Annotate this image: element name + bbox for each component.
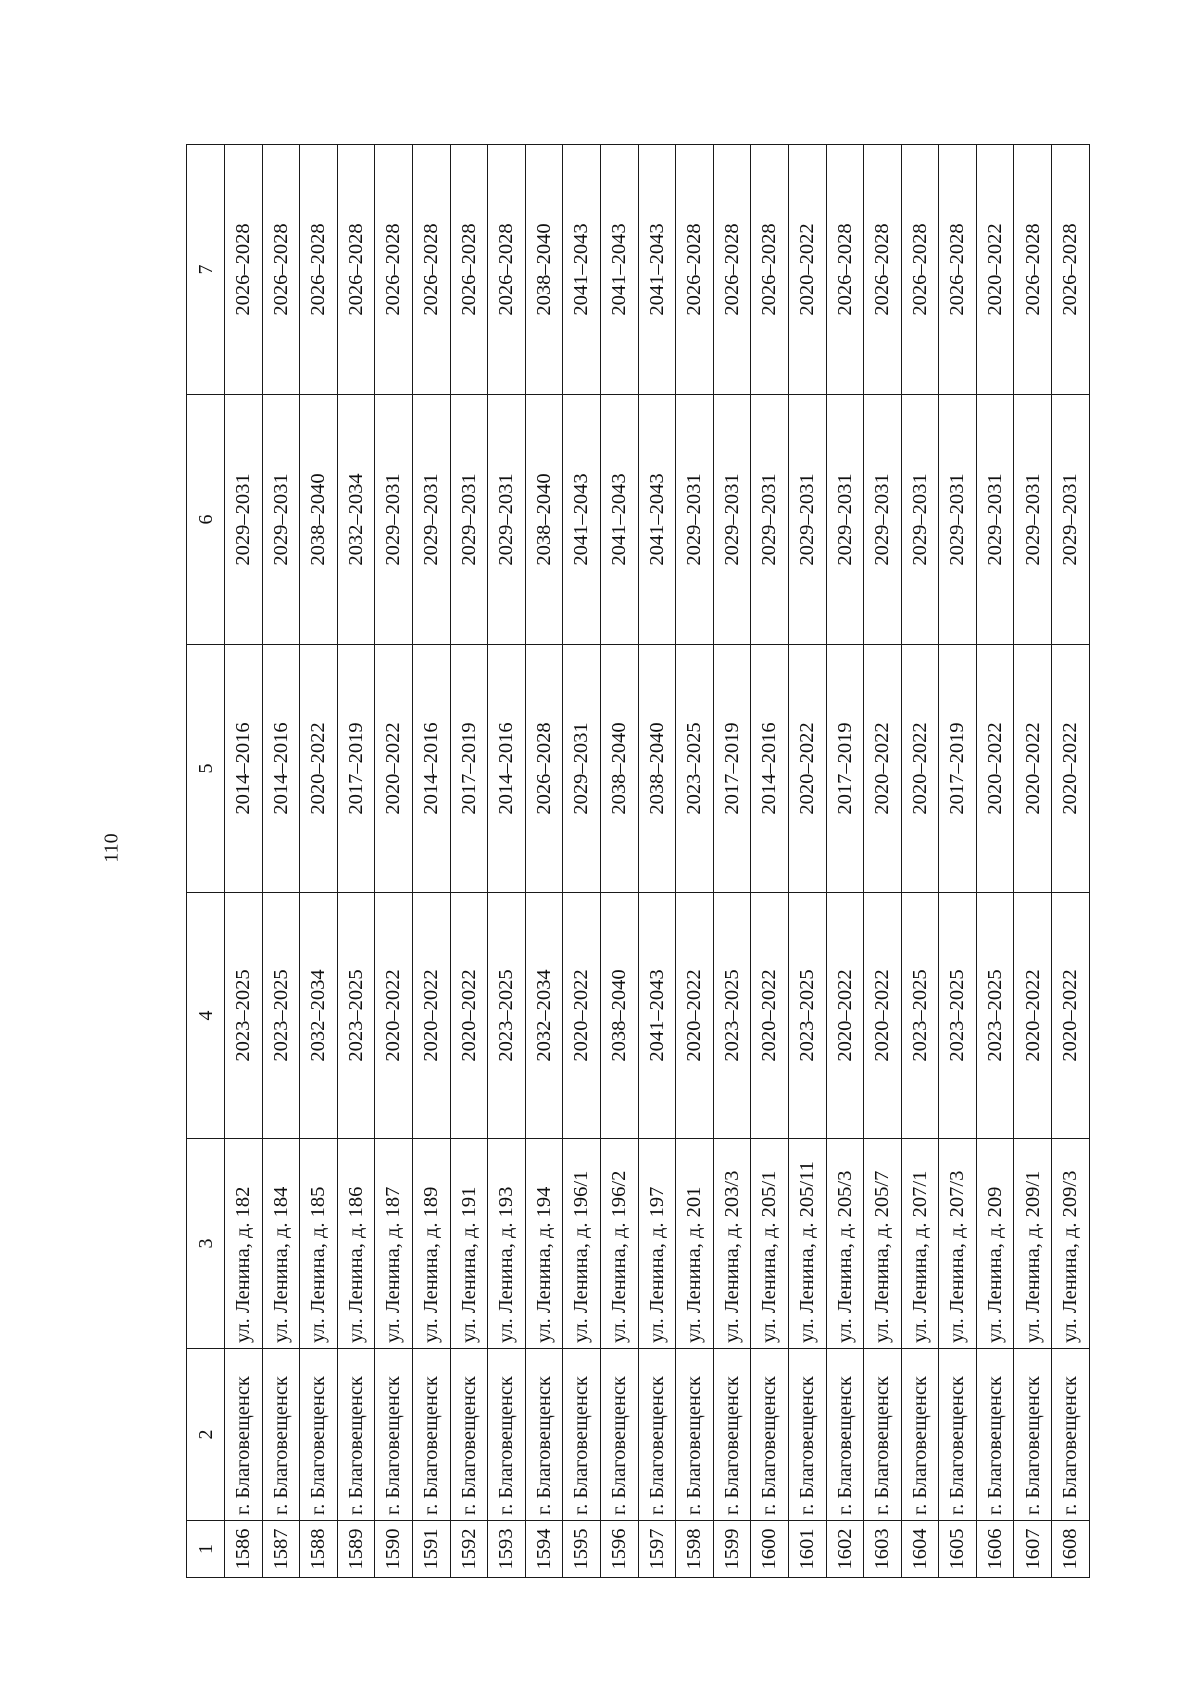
table-row (826, 145, 864, 1578)
period-col-6-cell: 2029–2031 (751, 395, 789, 645)
period-col-5-cell: 2017–2019 (939, 645, 977, 893)
period-col-5-cell: 2020–2022 (300, 645, 338, 893)
city-cell: г. Благовещенск (901, 1349, 939, 1521)
address-cell: ул. Ленина, д. 205/1 (751, 1139, 789, 1349)
period-col-4-cell: 2020–2022 (375, 893, 413, 1139)
period-col-4-cell: 2023–2025 (976, 893, 1014, 1139)
page-number: 110 (100, 833, 123, 863)
address-cell: ул. Ленина, д. 205/7 (864, 1139, 902, 1349)
table-row (300, 145, 338, 1578)
period-col-5-cell: 2020–2022 (1052, 645, 1090, 893)
schedule-table (186, 144, 1090, 1578)
address-cell: ул. Ленина, д. 209 (976, 1139, 1014, 1349)
city-cell: г. Благовещенск (826, 1349, 864, 1521)
city-cell: г. Благовещенск (864, 1349, 902, 1521)
period-col-6-cell: 2029–2031 (939, 395, 977, 645)
period-col-7-cell: 2026–2028 (488, 145, 526, 395)
period-col-5-cell: 2017–2019 (337, 645, 375, 893)
row-number-cell: 1590 (375, 1521, 413, 1578)
period-col-5-cell: 2014–2016 (262, 645, 300, 893)
period-col-7-cell: 2026–2028 (300, 145, 338, 395)
city-cell: г. Благовещенск (262, 1349, 300, 1521)
period-col-6-cell: 2029–2031 (412, 395, 450, 645)
address-cell: ул. Ленина, д. 209/3 (1052, 1139, 1090, 1349)
period-col-7-cell: 2026–2028 (713, 145, 751, 395)
period-col-7-cell: 2020–2022 (788, 145, 826, 395)
period-col-7-cell: 2026–2028 (262, 145, 300, 395)
header-col-6: 6 (187, 395, 225, 645)
row-number-cell: 1603 (864, 1521, 902, 1578)
city-cell: г. Благовещенск (412, 1349, 450, 1521)
table-row (375, 145, 413, 1578)
period-col-5-cell: 2020–2022 (901, 645, 939, 893)
table-row (488, 145, 526, 1578)
table-row (864, 145, 902, 1578)
row-number-cell: 1593 (488, 1521, 526, 1578)
address-cell: ул. Ленина, д. 197 (638, 1139, 676, 1349)
table-row (412, 145, 450, 1578)
period-col-5-cell: 2014–2016 (225, 645, 263, 893)
table-row (676, 145, 714, 1578)
period-col-5-cell: 2020–2022 (375, 645, 413, 893)
period-col-4-cell: 2023–2025 (337, 893, 375, 1139)
period-col-5-cell: 2017–2019 (450, 645, 488, 893)
period-col-5-cell: 2014–2016 (488, 645, 526, 893)
city-cell: г. Благовещенск (563, 1349, 601, 1521)
period-col-4-cell: 2020–2022 (864, 893, 902, 1139)
period-col-6-cell: 2029–2031 (676, 395, 714, 645)
period-col-7-cell: 2038–2040 (525, 145, 563, 395)
address-cell: ул. Ленина, д. 207/3 (939, 1139, 977, 1349)
city-cell: г. Благовещенск (225, 1349, 263, 1521)
period-col-5-cell: 2020–2022 (788, 645, 826, 893)
period-col-6-cell: 2029–2031 (788, 395, 826, 645)
period-col-5-cell: 2014–2016 (412, 645, 450, 893)
period-col-7-cell: 2026–2028 (826, 145, 864, 395)
period-col-7-cell: 2026–2028 (751, 145, 789, 395)
row-number-cell: 1592 (450, 1521, 488, 1578)
period-col-6-cell: 2041–2043 (563, 395, 601, 645)
city-cell: г. Благовещенск (676, 1349, 714, 1521)
period-col-4-cell: 2023–2025 (488, 893, 526, 1139)
period-col-5-cell: 2017–2019 (826, 645, 864, 893)
period-col-6-cell: 2029–2031 (1052, 395, 1090, 645)
table-row (1052, 145, 1090, 1578)
row-number-cell: 1607 (1014, 1521, 1052, 1578)
city-cell: г. Благовещенск (300, 1349, 338, 1521)
city-cell: г. Благовещенск (488, 1349, 526, 1521)
address-cell: ул. Ленина, д. 205/11 (788, 1139, 826, 1349)
address-cell: ул. Ленина, д. 184 (262, 1139, 300, 1349)
period-col-5-cell: 2038–2040 (600, 645, 638, 893)
period-col-6-cell: 2029–2031 (450, 395, 488, 645)
address-cell: ул. Ленина, д. 193 (488, 1139, 526, 1349)
city-cell: г. Благовещенск (1052, 1349, 1090, 1521)
row-number-cell: 1604 (901, 1521, 939, 1578)
row-number-cell: 1595 (563, 1521, 601, 1578)
row-number-cell: 1605 (939, 1521, 977, 1578)
address-cell: ул. Ленина, д. 187 (375, 1139, 413, 1349)
period-col-6-cell: 2029–2031 (901, 395, 939, 645)
city-cell: г. Благовещенск (939, 1349, 977, 1521)
table-body (225, 145, 1090, 1578)
period-col-7-cell: 2020–2022 (976, 145, 1014, 395)
header-col-5: 5 (187, 645, 225, 893)
city-cell: г. Благовещенск (450, 1349, 488, 1521)
period-col-4-cell: 2020–2022 (826, 893, 864, 1139)
period-col-6-cell: 2038–2040 (300, 395, 338, 645)
table-row (788, 145, 826, 1578)
period-col-7-cell: 2026–2028 (412, 145, 450, 395)
city-cell: г. Благовещенск (375, 1349, 413, 1521)
period-col-5-cell: 2017–2019 (713, 645, 751, 893)
table-row (713, 145, 751, 1578)
table-row (939, 145, 977, 1578)
address-cell: ул. Ленина, д. 194 (525, 1139, 563, 1349)
city-cell: г. Благовещенск (638, 1349, 676, 1521)
city-cell: г. Благовещенск (751, 1349, 789, 1521)
address-cell: ул. Ленина, д. 201 (676, 1139, 714, 1349)
period-col-4-cell: 2020–2022 (412, 893, 450, 1139)
row-number-cell: 1608 (1052, 1521, 1090, 1578)
period-col-7-cell: 2041–2043 (600, 145, 638, 395)
period-col-4-cell: 2023–2025 (713, 893, 751, 1139)
header-col-2: 2 (187, 1349, 225, 1521)
table-row (225, 145, 263, 1578)
period-col-4-cell: 2041–2043 (638, 893, 676, 1139)
period-col-7-cell: 2041–2043 (563, 145, 601, 395)
rotated-table-frame (186, 145, 1090, 1578)
period-col-5-cell: 2026–2028 (525, 645, 563, 893)
row-number-cell: 1594 (525, 1521, 563, 1578)
table-row (751, 145, 789, 1578)
period-col-4-cell: 2020–2022 (450, 893, 488, 1139)
city-cell: г. Благовещенск (976, 1349, 1014, 1521)
period-col-4-cell: 2020–2022 (1014, 893, 1052, 1139)
city-cell: г. Благовещенск (788, 1349, 826, 1521)
period-col-6-cell: 2029–2031 (713, 395, 751, 645)
period-col-7-cell: 2041–2043 (638, 145, 676, 395)
period-col-4-cell: 2032–2034 (525, 893, 563, 1139)
address-cell: ул. Ленина, д. 203/3 (713, 1139, 751, 1349)
row-number-cell: 1598 (676, 1521, 714, 1578)
period-col-5-cell: 2038–2040 (638, 645, 676, 893)
period-col-7-cell: 2026–2028 (1014, 145, 1052, 395)
period-col-6-cell: 2041–2043 (638, 395, 676, 645)
period-col-7-cell: 2026–2028 (1052, 145, 1090, 395)
table-row (638, 145, 676, 1578)
period-col-5-cell: 2020–2022 (1014, 645, 1052, 893)
city-cell: г. Благовещенск (600, 1349, 638, 1521)
period-col-6-cell: 2038–2040 (525, 395, 563, 645)
table-row (901, 145, 939, 1578)
address-cell: ул. Ленина, д. 196/1 (563, 1139, 601, 1349)
table-container (186, 145, 1090, 1578)
table-row (337, 145, 375, 1578)
period-col-5-cell: 2023–2025 (676, 645, 714, 893)
period-col-4-cell: 2020–2022 (751, 893, 789, 1139)
period-col-5-cell: 2020–2022 (976, 645, 1014, 893)
row-number-cell: 1606 (976, 1521, 1014, 1578)
period-col-6-cell: 2029–2031 (262, 395, 300, 645)
period-col-4-cell: 2020–2022 (563, 893, 601, 1139)
period-col-6-cell: 2029–2031 (488, 395, 526, 645)
period-col-6-cell: 2029–2031 (826, 395, 864, 645)
row-number-cell: 1586 (225, 1521, 263, 1578)
header-col-1: 1 (187, 1521, 225, 1578)
period-col-5-cell: 2014–2016 (751, 645, 789, 893)
table-row (262, 145, 300, 1578)
row-number-cell: 1588 (300, 1521, 338, 1578)
period-col-4-cell: 2038–2040 (600, 893, 638, 1139)
city-cell: г. Благовещенск (713, 1349, 751, 1521)
period-col-4-cell: 2020–2022 (676, 893, 714, 1139)
period-col-7-cell: 2026–2028 (939, 145, 977, 395)
period-col-5-cell: 2020–2022 (864, 645, 902, 893)
row-number-cell: 1587 (262, 1521, 300, 1578)
period-col-7-cell: 2026–2028 (337, 145, 375, 395)
period-col-4-cell: 2023–2025 (262, 893, 300, 1139)
period-col-4-cell: 2023–2025 (939, 893, 977, 1139)
table-row (450, 145, 488, 1578)
address-cell: ул. Ленина, д. 196/2 (600, 1139, 638, 1349)
period-col-4-cell: 2023–2025 (225, 893, 263, 1139)
address-cell: ул. Ленина, д. 189 (412, 1139, 450, 1349)
table-row (976, 145, 1014, 1578)
period-col-6-cell: 2029–2031 (864, 395, 902, 645)
header-col-7: 7 (187, 145, 225, 395)
address-cell: ул. Ленина, д. 209/1 (1014, 1139, 1052, 1349)
period-col-6-cell: 2041–2043 (600, 395, 638, 645)
row-number-cell: 1601 (788, 1521, 826, 1578)
row-number-cell: 1602 (826, 1521, 864, 1578)
address-cell: ул. Ленина, д. 205/3 (826, 1139, 864, 1349)
period-col-7-cell: 2026–2028 (901, 145, 939, 395)
period-col-6-cell: 2029–2031 (1014, 395, 1052, 645)
period-col-4-cell: 2032–2034 (300, 893, 338, 1139)
row-number-cell: 1591 (412, 1521, 450, 1578)
address-cell: ул. Ленина, д. 186 (337, 1139, 375, 1349)
table-row (525, 145, 563, 1578)
period-col-7-cell: 2026–2028 (450, 145, 488, 395)
address-cell: ул. Ленина, д. 182 (225, 1139, 263, 1349)
city-cell: г. Благовещенск (1014, 1349, 1052, 1521)
table-row (1014, 145, 1052, 1578)
row-number-cell: 1589 (337, 1521, 375, 1578)
table-row (563, 145, 601, 1578)
row-number-cell: 1597 (638, 1521, 676, 1578)
period-col-6-cell: 2029–2031 (976, 395, 1014, 645)
row-number-cell: 1599 (713, 1521, 751, 1578)
row-number-cell: 1596 (600, 1521, 638, 1578)
address-cell: ул. Ленина, д. 185 (300, 1139, 338, 1349)
header-col-3: 3 (187, 1139, 225, 1349)
period-col-7-cell: 2026–2028 (676, 145, 714, 395)
period-col-7-cell: 2026–2028 (864, 145, 902, 395)
period-col-6-cell: 2029–2031 (375, 395, 413, 645)
header-col-4: 4 (187, 893, 225, 1139)
period-col-7-cell: 2026–2028 (225, 145, 263, 395)
city-cell: г. Благовещенск (337, 1349, 375, 1521)
period-col-6-cell: 2032–2034 (337, 395, 375, 645)
period-col-6-cell: 2029–2031 (225, 395, 263, 645)
row-number-cell: 1600 (751, 1521, 789, 1578)
period-col-5-cell: 2029–2031 (563, 645, 601, 893)
address-cell: ул. Ленина, д. 207/1 (901, 1139, 939, 1349)
header-row (187, 145, 225, 1578)
period-col-7-cell: 2026–2028 (375, 145, 413, 395)
address-cell: ул. Ленина, д. 191 (450, 1139, 488, 1349)
period-col-4-cell: 2020–2022 (1052, 893, 1090, 1139)
city-cell: г. Благовещенск (525, 1349, 563, 1521)
period-col-4-cell: 2023–2025 (901, 893, 939, 1139)
period-col-4-cell: 2023–2025 (788, 893, 826, 1139)
table-row (600, 145, 638, 1578)
